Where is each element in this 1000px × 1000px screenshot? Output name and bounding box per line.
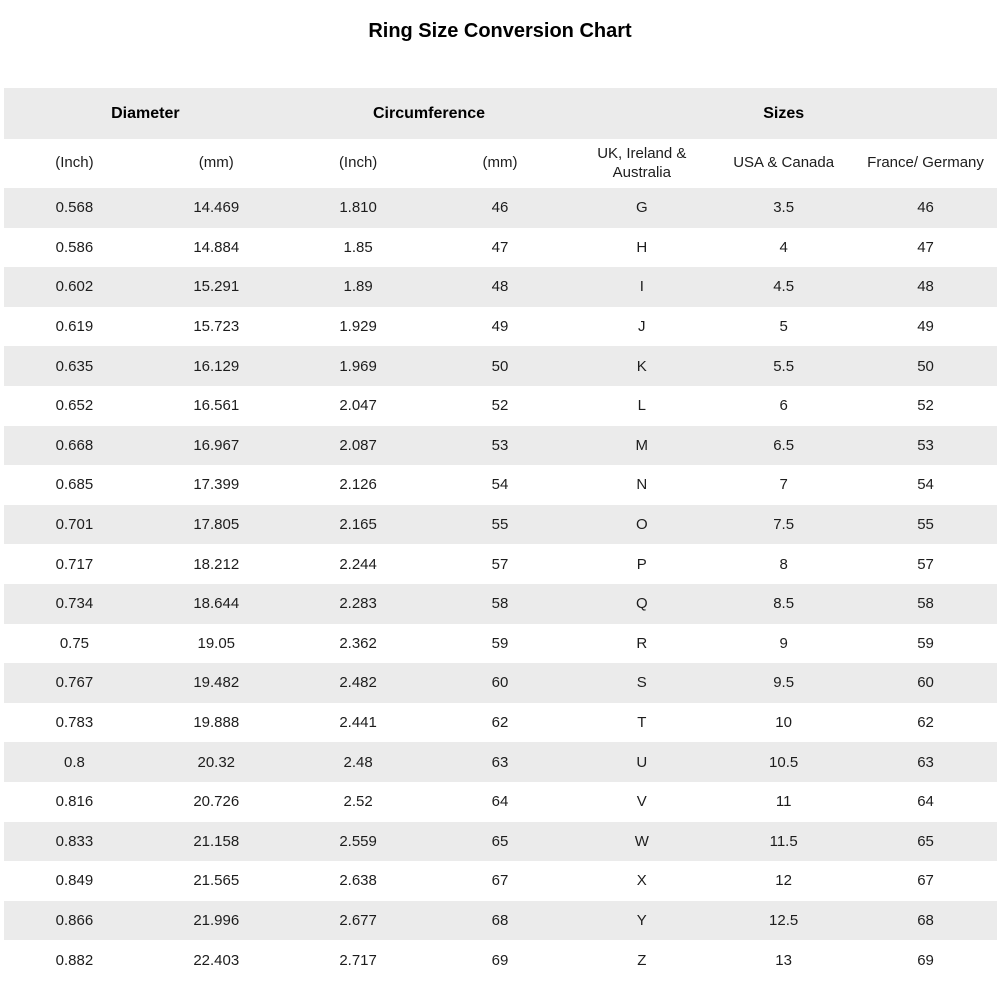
table-cell: 0.602 bbox=[4, 267, 146, 307]
table-cell: 2.717 bbox=[287, 940, 429, 980]
table-cell: N bbox=[571, 465, 713, 505]
table-cell: 69 bbox=[855, 940, 997, 980]
table-cell: 16.129 bbox=[145, 346, 287, 386]
ring-size-conversion-table bbox=[4, 88, 997, 980]
table-cell: 22.403 bbox=[145, 940, 287, 980]
table-cell: K bbox=[571, 346, 713, 386]
table-row bbox=[4, 307, 997, 347]
table-cell: 46 bbox=[429, 188, 571, 228]
table-cell: 6 bbox=[713, 386, 855, 426]
table-row bbox=[4, 584, 997, 624]
table-cell: 46 bbox=[855, 188, 997, 228]
table-cell: 1.85 bbox=[287, 228, 429, 268]
table-cell: 69 bbox=[429, 940, 571, 980]
table-cell: 0.619 bbox=[4, 307, 146, 347]
table-cell: U bbox=[571, 742, 713, 782]
table-cell: 50 bbox=[855, 346, 997, 386]
table-cell: 4.5 bbox=[713, 267, 855, 307]
table-cell: 59 bbox=[429, 624, 571, 664]
table-cell: R bbox=[571, 624, 713, 664]
table-cell: 0.635 bbox=[4, 346, 146, 386]
table-row bbox=[4, 624, 997, 664]
table-cell: 64 bbox=[429, 782, 571, 822]
table-cell: 19.888 bbox=[145, 703, 287, 743]
table-cell: 0.849 bbox=[4, 861, 146, 901]
table-cell: 19.05 bbox=[145, 624, 287, 664]
group-header-circumference: Circumference bbox=[287, 88, 571, 139]
table-cell: 65 bbox=[429, 822, 571, 862]
table-cell: 12 bbox=[713, 861, 855, 901]
table-cell: 48 bbox=[855, 267, 997, 307]
table-cell: 0.568 bbox=[4, 188, 146, 228]
table-cell: 15.723 bbox=[145, 307, 287, 347]
table-cell: 14.469 bbox=[145, 188, 287, 228]
table-cell: 48 bbox=[429, 267, 571, 307]
table-cell: 67 bbox=[429, 861, 571, 901]
table-cell: 9.5 bbox=[713, 663, 855, 703]
table-cell: 18.212 bbox=[145, 544, 287, 584]
table-cell: S bbox=[571, 663, 713, 703]
table-row bbox=[4, 346, 997, 386]
table-row bbox=[4, 267, 997, 307]
table-cell: 55 bbox=[429, 505, 571, 545]
table-cell: 7 bbox=[713, 465, 855, 505]
table-cell: 2.559 bbox=[287, 822, 429, 862]
table-cell: 47 bbox=[855, 228, 997, 268]
table-cell: 11 bbox=[713, 782, 855, 822]
table-cell: 64 bbox=[855, 782, 997, 822]
table-cell: 3.5 bbox=[713, 188, 855, 228]
table-cell: 60 bbox=[429, 663, 571, 703]
page-title: Ring Size Conversion Chart bbox=[368, 20, 632, 42]
table-cell: 0.882 bbox=[4, 940, 146, 980]
column-header-3: (mm) bbox=[429, 139, 571, 188]
table-row bbox=[4, 386, 997, 426]
table-cell: 2.165 bbox=[287, 505, 429, 545]
table-row bbox=[4, 544, 997, 584]
table-cell: 65 bbox=[855, 822, 997, 862]
table-cell: O bbox=[571, 505, 713, 545]
table-cell: 54 bbox=[429, 465, 571, 505]
table-cell: J bbox=[571, 307, 713, 347]
table-cell: 2.283 bbox=[287, 584, 429, 624]
table-cell: 54 bbox=[855, 465, 997, 505]
table-cell: 60 bbox=[855, 663, 997, 703]
table-cell: 2.638 bbox=[287, 861, 429, 901]
table-cell: L bbox=[571, 386, 713, 426]
table-cell: 0.866 bbox=[4, 901, 146, 941]
table-row bbox=[4, 940, 997, 980]
table-cell: 10 bbox=[713, 703, 855, 743]
table-cell: 0.75 bbox=[4, 624, 146, 664]
table-cell: 0.685 bbox=[4, 465, 146, 505]
column-header-6: France/ Germany bbox=[855, 139, 997, 188]
table-cell: 0.8 bbox=[4, 742, 146, 782]
table-cell: I bbox=[571, 267, 713, 307]
table-cell: X bbox=[571, 861, 713, 901]
table-cell: 57 bbox=[429, 544, 571, 584]
table-cell: 2.48 bbox=[287, 742, 429, 782]
table-cell: 19.482 bbox=[145, 663, 287, 703]
table-row bbox=[4, 188, 997, 228]
table-cell: 0.701 bbox=[4, 505, 146, 545]
table-cell: 5 bbox=[713, 307, 855, 347]
table-cell: 21.565 bbox=[145, 861, 287, 901]
table-cell: 0.586 bbox=[4, 228, 146, 268]
table-cell: 49 bbox=[855, 307, 997, 347]
table-cell: 52 bbox=[855, 386, 997, 426]
table-cell: 2.677 bbox=[287, 901, 429, 941]
table-cell: Y bbox=[571, 901, 713, 941]
column-header-4: UK, Ireland & Australia bbox=[571, 139, 713, 188]
table-cell: 7.5 bbox=[713, 505, 855, 545]
table-cell: 21.158 bbox=[145, 822, 287, 862]
table-cell: 53 bbox=[855, 426, 997, 466]
table-cell: 5.5 bbox=[713, 346, 855, 386]
table-cell: 12.5 bbox=[713, 901, 855, 941]
table-cell: 17.399 bbox=[145, 465, 287, 505]
table-cell: 68 bbox=[429, 901, 571, 941]
table-cell: 2.52 bbox=[287, 782, 429, 822]
table-cell: 57 bbox=[855, 544, 997, 584]
table-cell: W bbox=[571, 822, 713, 862]
table-cell: T bbox=[571, 703, 713, 743]
table-cell: 8.5 bbox=[713, 584, 855, 624]
table-row bbox=[4, 782, 997, 822]
table-cell: 58 bbox=[855, 584, 997, 624]
table-cell: 16.561 bbox=[145, 386, 287, 426]
table-cell: 2.362 bbox=[287, 624, 429, 664]
table-cell: 1.89 bbox=[287, 267, 429, 307]
table-cell: 63 bbox=[429, 742, 571, 782]
table-cell: 11.5 bbox=[713, 822, 855, 862]
table-cell: 62 bbox=[429, 703, 571, 743]
table-row bbox=[4, 901, 997, 941]
table-cell: 68 bbox=[855, 901, 997, 941]
table-cell: 16.967 bbox=[145, 426, 287, 466]
table-row bbox=[4, 465, 997, 505]
table-cell: Z bbox=[571, 940, 713, 980]
column-header-0: (Inch) bbox=[4, 139, 146, 188]
table-cell: 49 bbox=[429, 307, 571, 347]
table-cell: 8 bbox=[713, 544, 855, 584]
table-cell: 1.810 bbox=[287, 188, 429, 228]
group-header-row bbox=[4, 88, 997, 139]
table-cell: 0.816 bbox=[4, 782, 146, 822]
table-cell: 2.087 bbox=[287, 426, 429, 466]
table-cell: 52 bbox=[429, 386, 571, 426]
table-cell: 0.717 bbox=[4, 544, 146, 584]
table-cell: G bbox=[571, 188, 713, 228]
table-cell: V bbox=[571, 782, 713, 822]
table-cell: 0.668 bbox=[4, 426, 146, 466]
table-row bbox=[4, 228, 997, 268]
table-row bbox=[4, 663, 997, 703]
table-row bbox=[4, 861, 997, 901]
table-cell: 0.734 bbox=[4, 584, 146, 624]
table-row bbox=[4, 822, 997, 862]
table-cell: 18.644 bbox=[145, 584, 287, 624]
table-cell: 50 bbox=[429, 346, 571, 386]
table-cell: H bbox=[571, 228, 713, 268]
table-cell: 47 bbox=[429, 228, 571, 268]
table-cell: 53 bbox=[429, 426, 571, 466]
table-cell: M bbox=[571, 426, 713, 466]
column-header-5: USA & Canada bbox=[713, 139, 855, 188]
table-cell: 20.726 bbox=[145, 782, 287, 822]
table-cell: 2.482 bbox=[287, 663, 429, 703]
column-header-2: (Inch) bbox=[287, 139, 429, 188]
table-cell: 13 bbox=[713, 940, 855, 980]
table-cell: 63 bbox=[855, 742, 997, 782]
table-cell: 6.5 bbox=[713, 426, 855, 466]
group-header-sizes: Sizes bbox=[571, 88, 997, 139]
table-row bbox=[4, 742, 997, 782]
table-cell: 2.047 bbox=[287, 386, 429, 426]
table-cell: 58 bbox=[429, 584, 571, 624]
table-row bbox=[4, 505, 997, 545]
table-cell: 20.32 bbox=[145, 742, 287, 782]
table-cell: 2.244 bbox=[287, 544, 429, 584]
table-header bbox=[4, 88, 997, 188]
table-cell: 55 bbox=[855, 505, 997, 545]
table-cell: 14.884 bbox=[145, 228, 287, 268]
table-cell: 17.805 bbox=[145, 505, 287, 545]
table-cell: P bbox=[571, 544, 713, 584]
table-cell: 59 bbox=[855, 624, 997, 664]
table-cell: 67 bbox=[855, 861, 997, 901]
table-row bbox=[4, 703, 997, 743]
table-cell: 9 bbox=[713, 624, 855, 664]
table-cell: 10.5 bbox=[713, 742, 855, 782]
table-cell: 0.833 bbox=[4, 822, 146, 862]
column-header-1: (mm) bbox=[145, 139, 287, 188]
table-cell: 0.652 bbox=[4, 386, 146, 426]
table-row bbox=[4, 426, 997, 466]
table-cell: 1.929 bbox=[287, 307, 429, 347]
table-cell: 4 bbox=[713, 228, 855, 268]
table-cell: 21.996 bbox=[145, 901, 287, 941]
table-cell: 0.783 bbox=[4, 703, 146, 743]
table-cell: 2.126 bbox=[287, 465, 429, 505]
table-cell: 0.767 bbox=[4, 663, 146, 703]
table-cell: 1.969 bbox=[287, 346, 429, 386]
column-header-row bbox=[4, 139, 997, 188]
table-body bbox=[4, 188, 997, 980]
group-header-diameter: Diameter bbox=[4, 88, 288, 139]
table-cell: 2.441 bbox=[287, 703, 429, 743]
table-cell: 15.291 bbox=[145, 267, 287, 307]
table-cell: Q bbox=[571, 584, 713, 624]
table-cell: 62 bbox=[855, 703, 997, 743]
